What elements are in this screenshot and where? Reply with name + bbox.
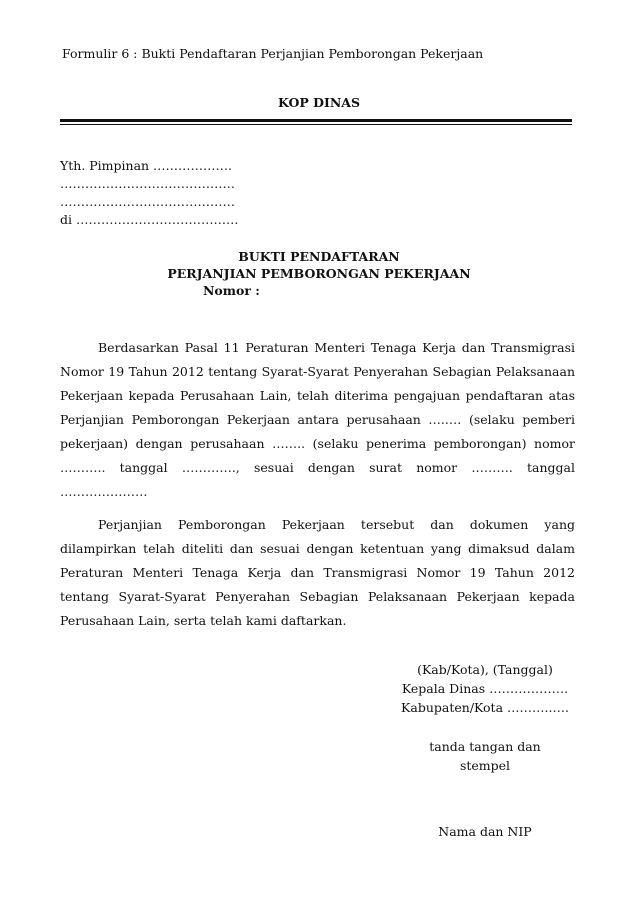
place-date: (Kab/Kota), (Tanggal)	[417, 662, 553, 677]
address-line: Yth. Pimpinan ……………….	[60, 158, 233, 173]
header-rule-thick	[60, 119, 572, 122]
name-nip: Nama dan NIP	[438, 824, 532, 839]
address-line: ……………………………………	[60, 194, 235, 209]
heading-title: BUKTI PENDAFTARAN	[238, 249, 400, 264]
paragraph-text: Berdasarkan Pasal 11 Peraturan Menteri Tenaga Kerja dan Transmigrasi Nomor 19 Tahun 2012 tentang Syarat-Syarat Penyerahan Sebagian Pelaksanaan Pekerjaan kepada Perusahaan Lain, telah diterima pengajuan pendaftaran atas Perjanjian Pemborongan Pekerjaan antara perusahaan …..… (selaku pemberi pekerjaan) dengan perusahaan …….. (selaku penerima pemborongan) nomor ……….. tanggal …………., sesuai dengan surat nomor ………. tanggal …………………	[60, 340, 575, 499]
address-line: di …………………………………	[60, 212, 239, 227]
signature-block	[380, 660, 590, 717]
heading-subtitle: PERJANJIAN PEMBORONGAN PEKERJAAN	[167, 266, 471, 281]
paragraph-text: Perjanjian Pemborongan Pekerjaan tersebut dan dokumen yang dilampirkan telah diteliti dan sesuai dengan ketentuan yang dimaksud dalam Peraturan Menteri Tenaga Kerja dan Transmigrasi Nomor 19 Tahun 2012 tentang Syarat-Syarat Penyerahan Sebagian Pelaksanaan Pekerjaan kepada Perusahaan Lain, serta telah kami daftarkan.	[60, 517, 575, 628]
sign-label: tanda tangan dan	[429, 739, 541, 754]
header-rule-thin	[60, 124, 572, 125]
form-title: Formulir 6 : Bukti Pendaftaran Perjanjian Pemborongan Pekerjaan	[62, 46, 484, 61]
stamp-label: stempel	[459, 758, 511, 773]
recipient-address	[60, 157, 238, 229]
body-paragraph-2	[60, 513, 575, 633]
heading-number: Nomor :	[203, 283, 260, 298]
address-line: ……………………………………	[60, 176, 235, 191]
document-heading	[0, 248, 638, 299]
body-paragraph-1	[60, 336, 575, 504]
regency-city: Kabupaten/Kota ………..….	[401, 700, 569, 715]
signature-stamp-area	[380, 737, 590, 775]
head-of-office: Kepala Dinas ……………….	[401, 681, 569, 696]
kop-dinas-title: KOP DINAS	[277, 95, 360, 110]
